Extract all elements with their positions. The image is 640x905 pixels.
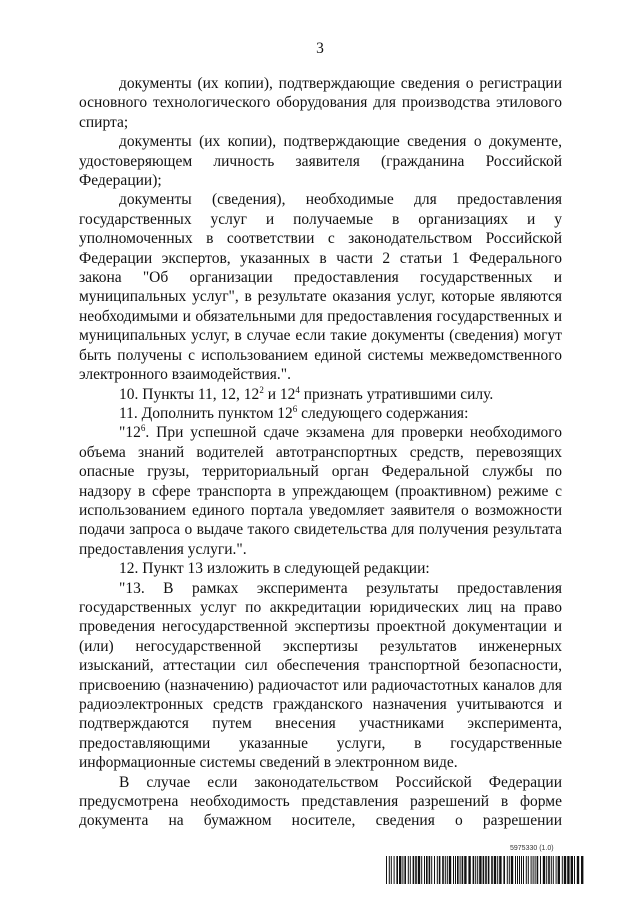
barcode-bar (564, 856, 566, 884)
barcode-bar (519, 856, 520, 884)
document-id: 5975330 (1.0) (510, 845, 554, 852)
paragraph (79, 579, 562, 773)
text-run: признать утратившими силу. (299, 385, 494, 403)
barcode-stamp (384, 846, 584, 886)
barcode-bar (517, 856, 518, 884)
text-run: 12. Пункт 13 изложить в следующей редакции: (119, 560, 430, 578)
barcode-bar (389, 856, 390, 884)
barcode-bar (447, 856, 448, 884)
text-run: "13. В рамках эксперимента результаты предоставления государственных услуг по аккредитации юридических лиц на право проведения негосударственной экспертизы проектной документации и (или) негосударственной экспертизы результатов инженерных изысканий, аттестации сил обеспечения транспортной безопасности, присвоению (назначению) радиочастот или радиочастотных каналов для радиоэлектронных средств гражданского назначения учитываются и подтверждаются путем внесения участниками эксперимента, предоставляющими указанные услуги, в государственные информационные системы сведений в электронном виде. (79, 579, 562, 772)
barcode-bar (509, 856, 510, 884)
barcode-bar (507, 856, 508, 884)
text-run: 10. Пункты 11, 12, 12 (119, 385, 260, 403)
barcode-bar (562, 856, 563, 884)
text-run: "12 (119, 424, 141, 442)
barcode-bar (497, 856, 498, 884)
barcode-bar (399, 856, 401, 884)
text-run: документы (сведения), необходимые для предоставления государственных услуг и получаемые в организациях и у уполномоченных в соответствии с законодательством Российской Федерации экспертов, указанных в части 2 статьи 1 Федерального закона "Об организации предоставления государственных и муниципальных услуг", в результате оказания услуг, которые являются необходимыми и обязательными для предоставления государственных и муниципальных услуг, в случае если такие документы (сведения) могут быть получены с использованием единой системы межведомственного электронного взаимодействия.". (79, 191, 562, 384)
barcode-bar (556, 856, 557, 884)
barcode-bar (551, 856, 552, 884)
text-run: и 12 (263, 385, 296, 403)
barcode-bar (413, 856, 415, 884)
barcode-bar (515, 856, 516, 884)
text-run: . При успешной сдаче экзамена для проверки необходимого объема знаний водителей автотранспортных средств, перевозящих опасные грузы, территориальный орган Федеральной службы по надзору в сфере транспорта в упреждающем (проактивном) режиме с использованием единого портала уведомляет заявителя о возможности подачи запроса о выдаче такого свидетельства для получения результата предоставления услуги.". (79, 424, 562, 558)
barcode-bar (408, 856, 409, 884)
barcode-bar (491, 856, 493, 884)
barcode-bar (442, 856, 444, 884)
barcode-bar (543, 856, 545, 884)
barcode-bar (475, 856, 476, 884)
barcode-bar (460, 856, 461, 884)
text-run: документы (их копии), подтверждающие сведения о документе, удостоверяющем личность заявителя (гражданина Российской Федерации); (79, 133, 562, 190)
barcode-bar (439, 856, 441, 884)
superscript: 2 (259, 384, 264, 395)
barcode-bar (424, 856, 425, 884)
barcode-bar (571, 856, 573, 884)
superscript: 6 (140, 423, 146, 434)
barcode-bar (437, 856, 438, 884)
barcode-bar (462, 856, 464, 884)
barcode-bar (483, 856, 485, 884)
barcode-bar (494, 856, 496, 884)
text-run: документы (их копии), подтверждающие сведения о регистрации основного технологического оборудования для производства этилового спирта; (79, 75, 562, 131)
barcode-bar (453, 856, 454, 884)
text-run: 11. Дополнить пунктом 12 (119, 404, 293, 422)
document-body (79, 74, 562, 831)
barcode-bar (503, 856, 505, 884)
barcode-bar (434, 856, 435, 884)
barcode-bar (457, 856, 459, 884)
barcode-bar (394, 856, 395, 884)
barcode-bar (523, 856, 524, 884)
barcode-bar (526, 856, 527, 884)
barcode-bar (455, 856, 456, 884)
paragraph (79, 385, 562, 404)
text-run: В случае если законодательством Российской Федерации предусмотрена необходимость представления разрешений в форме документа на бумажном носителе, сведения о разрешении (79, 773, 562, 830)
barcode-bar (468, 856, 470, 884)
barcode-bar (511, 856, 513, 884)
barcode-bar (535, 856, 536, 884)
barcode-bar (404, 856, 406, 884)
barcode-bar (431, 856, 432, 884)
barcode-bar (429, 856, 431, 884)
barcode-bar (567, 856, 569, 884)
barcode-bar (537, 856, 539, 884)
paragraph (79, 74, 562, 132)
barcode-bar (581, 856, 583, 884)
barcode-bar (528, 856, 529, 884)
paragraph (79, 132, 562, 190)
barcode-bar (415, 856, 417, 884)
barcode-bar (540, 856, 541, 884)
barcode-bar (445, 856, 446, 884)
barcode-bar (479, 856, 481, 884)
paragraph (79, 190, 562, 384)
superscript: 4 (295, 384, 300, 395)
barcode-bar (531, 856, 532, 884)
barcode-bar (418, 856, 420, 884)
barcode-bar (386, 856, 387, 884)
barcode-bar (477, 856, 478, 884)
barcode-bar (449, 856, 451, 884)
barcode-bar (546, 856, 547, 884)
paragraph (79, 423, 562, 559)
paragraph (79, 404, 562, 423)
barcode-bar (410, 856, 411, 884)
barcode-bar (577, 856, 579, 884)
barcode-bar (499, 856, 501, 884)
paragraph (79, 773, 562, 831)
barcode-bar (558, 856, 560, 884)
barcode-bar (391, 856, 392, 884)
barcode-bar (574, 856, 575, 884)
barcode-bar (464, 856, 466, 884)
barcode-bar (548, 856, 550, 884)
superscript: 6 (292, 403, 298, 414)
barcode-bar (521, 856, 522, 884)
barcode-bar (421, 856, 422, 884)
barcode-bar (396, 856, 398, 884)
barcode-bar (473, 856, 475, 884)
paragraph (79, 559, 562, 578)
barcode-bar (426, 856, 428, 884)
barcode-bar (485, 856, 487, 884)
barcode-bar (488, 856, 490, 884)
text-run: следующего содержания: (297, 404, 469, 422)
barcode-bar (553, 856, 554, 884)
barcode-bar (402, 856, 403, 884)
page-number: 3 (316, 40, 324, 57)
barcode-bar (533, 856, 534, 884)
